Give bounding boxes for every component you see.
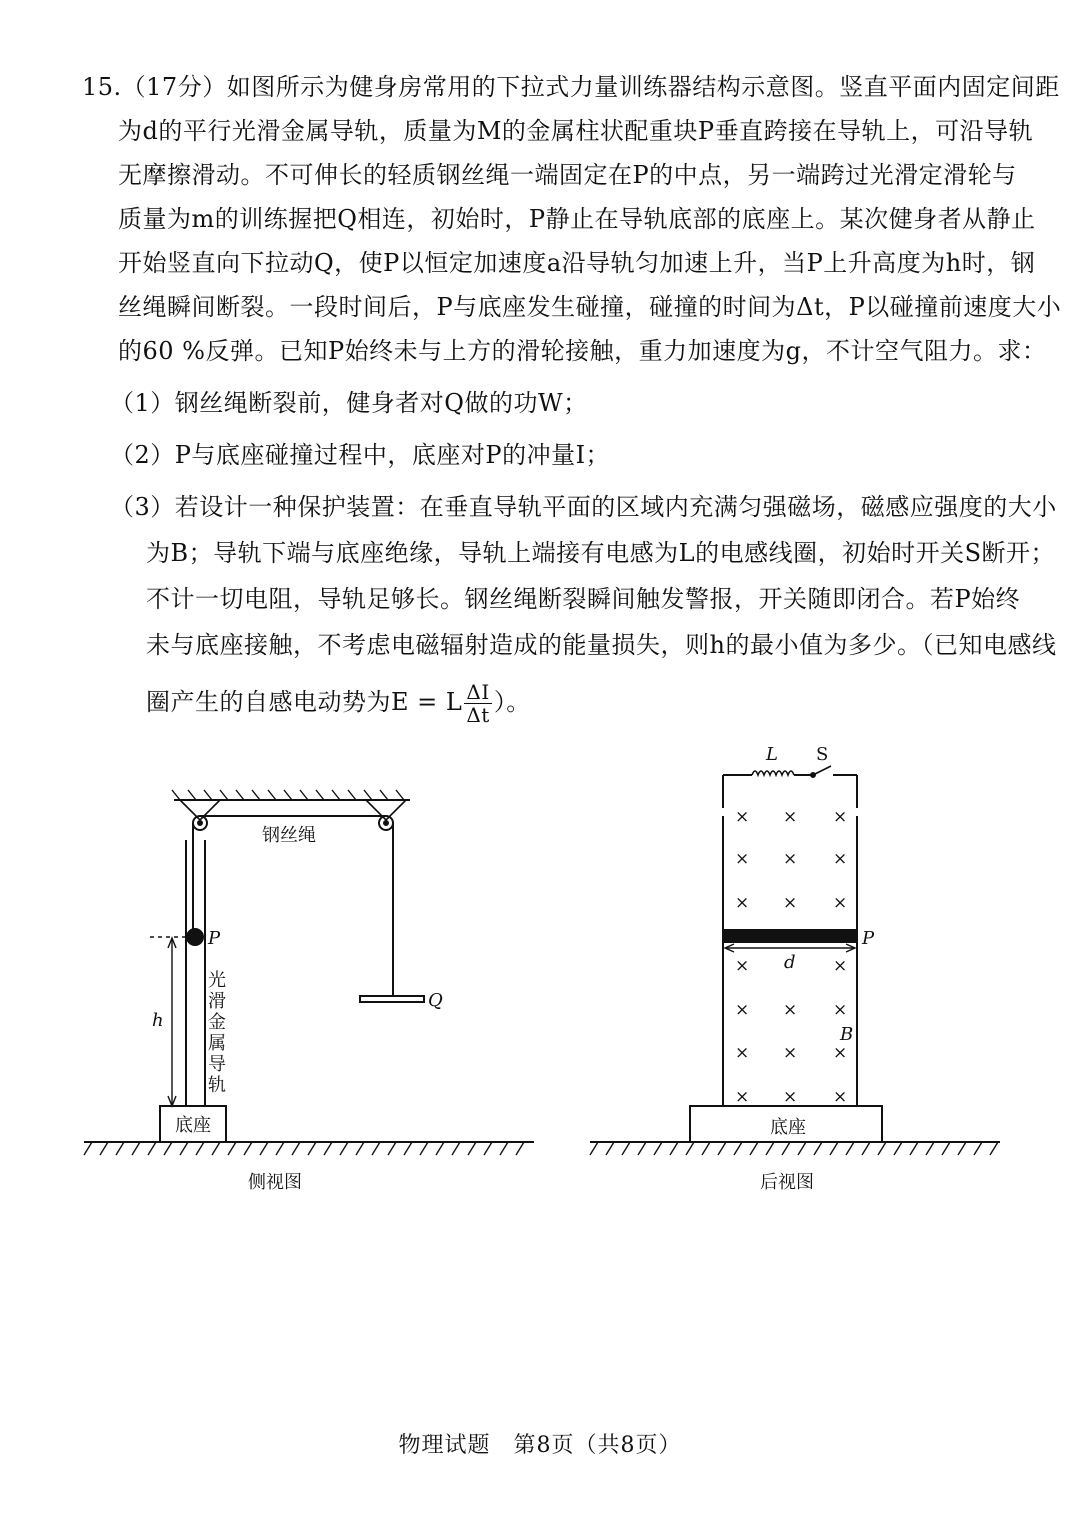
field-cross-mark: × bbox=[735, 893, 750, 913]
sub-question-3-line-2: 为B；导轨下端与底座绝缘，导轨上端接有电感为L的电感线圈，初始时开关S断开； bbox=[146, 539, 1056, 567]
rail-label-char-6: 轨 bbox=[208, 1075, 226, 1096]
weight-block-p-back bbox=[723, 930, 857, 942]
formula-suffix: ）。 bbox=[493, 688, 531, 716]
sub-question-3-line-4: 未与底座接触，不考虑电磁辐射造成的能量损失，则h的最小值为多少。（已知电感线 bbox=[146, 631, 1057, 659]
inductor-coil bbox=[752, 771, 794, 775]
rail-label-char-1: 光 bbox=[208, 970, 226, 991]
weight-block-p bbox=[187, 929, 203, 945]
field-cross-mark: × bbox=[833, 956, 848, 976]
page-footer: 物理试题 第8页（共8页） bbox=[398, 1433, 682, 1458]
question-line-2: 为d的平行光滑金属导轨，质量为M的金属柱状配重块P垂直跨接在导轨上，可沿导轨 bbox=[118, 117, 1034, 145]
side-view-caption: 侧视图 bbox=[248, 1172, 302, 1193]
field-cross-mark: × bbox=[735, 1087, 750, 1107]
field-cross-mark: × bbox=[735, 956, 750, 976]
width-d-label: d bbox=[784, 952, 796, 973]
rail-label-char-2: 滑 bbox=[208, 991, 226, 1012]
question-line-5: 开始竖直向下拉动Q，使P以恒定加速度a沿导轨匀加速上升，当P上升高度为h时，钢 bbox=[118, 249, 1036, 277]
side-view-labels bbox=[152, 825, 443, 1193]
field-cross-mark: × bbox=[833, 1000, 848, 1020]
question-line-6: 丝绳瞬间断裂。一段时间后，P与底座发生碰撞，碰撞的时间为Δt，P以碰撞前速度大小 bbox=[118, 293, 1062, 321]
base-back-label: 底座 bbox=[770, 1117, 806, 1138]
ground-hatch-left bbox=[84, 1142, 524, 1155]
field-cross-mark: × bbox=[735, 1043, 750, 1063]
right-pulley-axle bbox=[384, 821, 388, 825]
rail-label-char-4: 属 bbox=[208, 1033, 226, 1054]
sub-question-2: （2）P与底座碰撞过程中，底座对P的冲量I； bbox=[110, 441, 611, 469]
question-line-3: 无摩擦滑动。不可伸长的轻质钢丝绳一端固定在P的中点，另一端跨过光滑定滑轮与 bbox=[118, 161, 1017, 189]
block-p-label: P bbox=[208, 928, 221, 949]
field-cross-mark: × bbox=[735, 1000, 750, 1020]
fraction-numerator: ΔI bbox=[464, 681, 491, 704]
base-side-label: 底座 bbox=[175, 1115, 211, 1136]
sub-question-1: （1）钢丝绳断裂前，健身者对Q做的功W； bbox=[110, 389, 588, 417]
formula-prefix: 圈产生的自感电动势为E = L bbox=[146, 688, 463, 716]
field-b-label: B bbox=[840, 1024, 854, 1045]
field-cross-mark: × bbox=[783, 849, 798, 869]
sub-question-3-line-3: 不计一切电阻，导轨足够长。钢丝绳断裂瞬间触发警报，开关随即闭合。若P始终 bbox=[146, 585, 1021, 613]
field-cross-mark: × bbox=[735, 849, 750, 869]
field-cross-mark: × bbox=[833, 807, 848, 827]
question-line-7: 的60 %反弹。已知P始终未与上方的滑轮接触，重力加速度为g，不计空气阻力。求： bbox=[118, 337, 1047, 365]
field-cross-mark: × bbox=[783, 1043, 798, 1063]
field-cross-mark: × bbox=[783, 1087, 798, 1107]
field-cross-mark: × bbox=[833, 1043, 848, 1063]
question-line-4: 质量为m的训练握把Q相连，初始时，P静止在导轨底部的底座上。某次健身者从静止 bbox=[118, 205, 1036, 233]
field-cross-mark: × bbox=[783, 893, 798, 913]
handle-q-label: Q bbox=[428, 990, 443, 1011]
switch-label: S bbox=[816, 744, 829, 765]
ceiling-hatch bbox=[172, 790, 404, 800]
back-view-caption: 后视图 bbox=[760, 1172, 814, 1193]
field-cross-mark: × bbox=[833, 1087, 848, 1107]
height-label: h bbox=[152, 1010, 164, 1031]
ground-hatch-right bbox=[590, 1142, 998, 1155]
rail-label-char-3: 金 bbox=[208, 1012, 226, 1033]
sub-question-3-line-1: （3）若设计一种保护装置：在垂直导轨平面的区域内充满匀强磁场，磁感应强度的大小 bbox=[110, 493, 1057, 521]
field-cross-mark: × bbox=[783, 1000, 798, 1020]
question-line-1: 15.（17分）如图所示为健身房常用的下拉式力量训练器结构示意图。竖直平面内固定间距 bbox=[82, 73, 1060, 101]
fraction-denominator: Δt bbox=[466, 703, 490, 727]
field-cross-mark: × bbox=[833, 849, 848, 869]
inductor-label: L bbox=[766, 744, 778, 765]
field-cross-mark: × bbox=[735, 807, 750, 827]
switch-s bbox=[813, 766, 831, 775]
rope-label: 钢丝绳 bbox=[262, 825, 316, 846]
left-pulley-axle bbox=[198, 821, 202, 825]
field-cross-mark: × bbox=[783, 807, 798, 827]
handle-q bbox=[360, 996, 424, 1002]
block-p-back-label: P bbox=[862, 928, 875, 949]
field-cross-mark: × bbox=[833, 893, 848, 913]
rail-label-char-5: 导 bbox=[208, 1054, 226, 1075]
